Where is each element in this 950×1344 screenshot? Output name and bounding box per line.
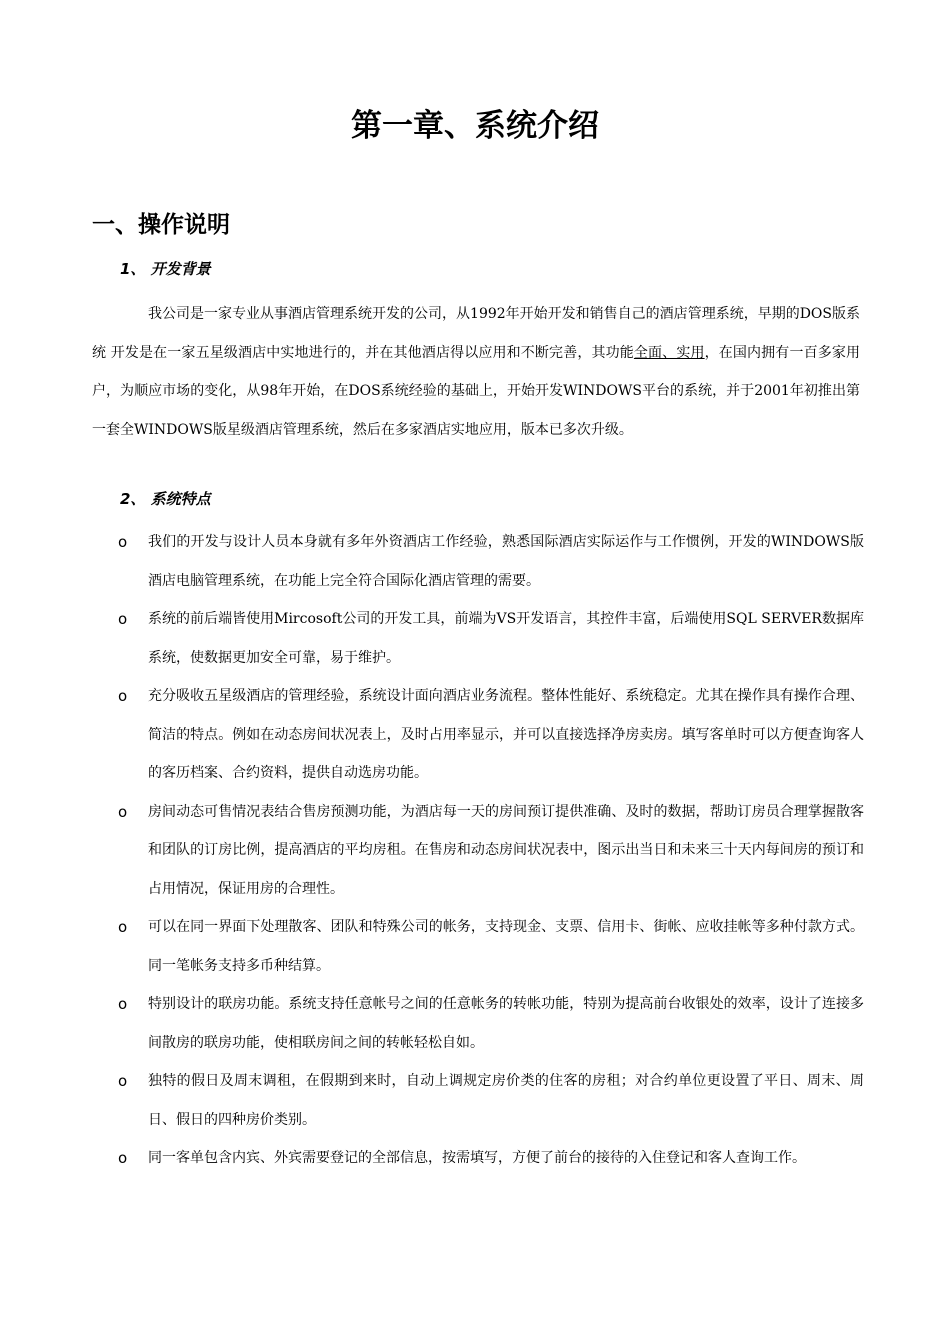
bullet-icon: o [118,533,128,551]
bullet-icon: o [118,610,128,628]
background-paragraph [92,295,860,449]
list-item-text: 充分吸收五星级酒店的管理经验，系统设计面向酒店业务流程。整体性能好、系统稳定。尤其在操作具有操作合理、简洁的特点。例如在动态房间状况表上，及时占用率显示，并可以直接选择净房卖房。填写客单时可以方便查询客人的客历档案、合约资料，提供自动选房功能。 [148,688,864,781]
list-item-text: 特别设计的联房功能。系统支持任意帐号之间的任意帐务的转帐功能，特别为提高前台收银处的效率，设计了连接多间散房的联房功能，使相联房间之间的转帐轻松自如。 [148,996,864,1051]
chapter-title: 第一章、系统介绍 [351,108,599,144]
list-item-text: 同一客单包含内宾、外宾需要登记的全部信息，按需填写，方便了前台的接待的入住登记和客人查询工作。 [148,1150,806,1166]
list-item-text: 房间动态可售情况表结合售房预测功能，为酒店每一天的房间预订提供准确、及时的数据，帮助订房员合理掌握散客和团队的订房比例，提高酒店的平均房租。在售房和动态房间状况表中，图示出当日和未来三十天内每间房的预订和占用情况，保证用房的合理性。 [148,803,864,897]
list-item [92,1139,864,1178]
background-text-part2: ，在国内拥有一百多家用户，为顺应市场的变化，从98年开始，在DOS系统经验的基础上，开始开发WINDOWS平台的系统，并于2001年初推出第一套全WINDOWS版星级酒店管理系统，然后在多家酒店实地应用，版本已多次升级。 [92,344,861,438]
list-item [92,985,864,1062]
list-item [92,793,864,909]
list-item-text: 系统的前后端皆使用Mircosoft公司的开发工具，前端为VS开发语言，其控件丰富，后端使用SQL SERVER数据库系统，使数据更加安全可靠，易于维护。 [148,611,864,666]
feature-list [92,523,864,1178]
background-text-part1: 我公司是一家专业从事酒店管理系统开发的公司，从1992年开始开发和销售自己的酒店管理系统，早期的DOS版系统 开发是在一家五星级酒店中实地进行的，并在其他酒店得以应用和不断完善，其功能 [92,306,860,361]
bullet-icon: o [118,918,128,936]
list-item [92,908,864,985]
underlined-text: 全面、实用 [633,344,705,361]
list-item-text: 我们的开发与设计人员本身就有多年外资酒店工作经验，熟悉国际酒店实际运作与工作惯例，开发的WINDOWS版酒店电脑管理系统，在功能上完全符合国际化酒店管理的需要。 [148,534,864,589]
bullet-icon: o [118,1149,128,1167]
subsection-title-background: 1、 开发背景 [120,260,211,278]
list-item-text: 可以在同一界面下处理散客、团队和特殊公司的帐务，支持现金、支票、信用卡、街帐、应收挂帐等多种付款方式。同一笔帐务支持多币种结算。 [148,919,864,974]
bullet-icon: o [118,995,128,1013]
bullet-icon: o [118,687,128,705]
list-item [92,600,864,677]
subsection-title-features: 2、 系统特点 [120,490,211,508]
list-item [92,1062,864,1139]
list-item [92,523,864,600]
section-title: 一、操作说明 [92,212,230,238]
list-item-text: 独特的假日及周末调租，在假期到来时，自动上调规定房价类的住客的房租；对合约单位更设置了平日、周末、周日、假日的四种房价类别。 [148,1073,864,1128]
bullet-icon: o [118,1072,128,1090]
list-item [92,677,864,793]
bullet-icon: o [118,802,128,821]
